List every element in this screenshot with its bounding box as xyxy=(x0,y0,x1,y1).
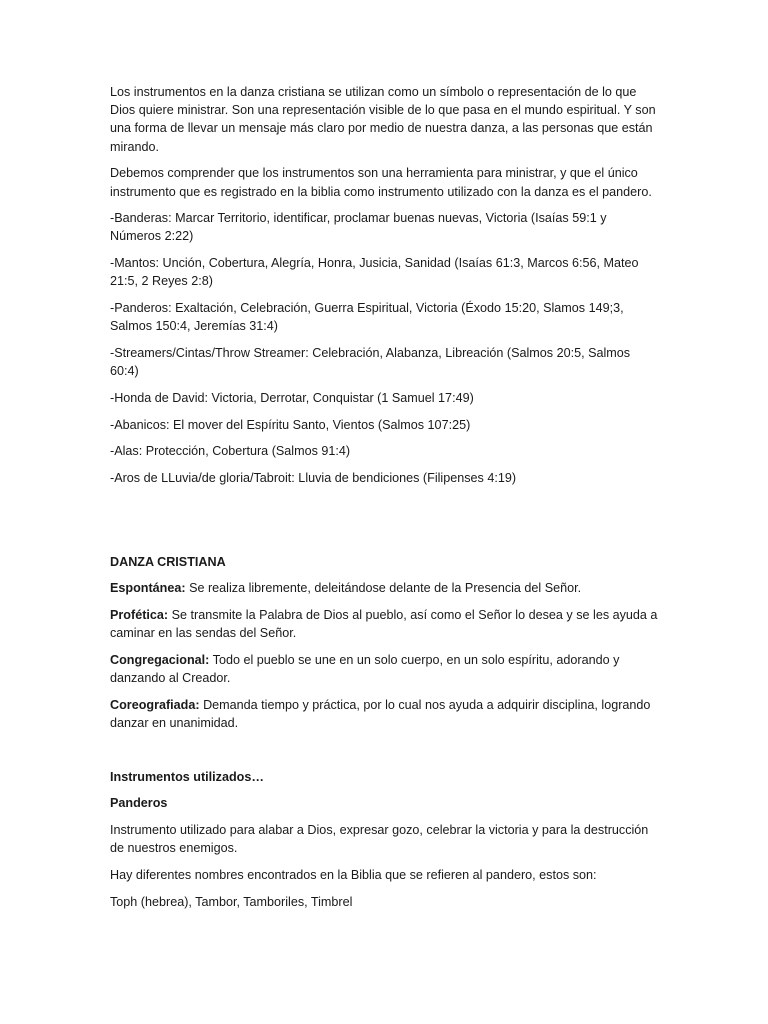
document-page xyxy=(110,83,660,920)
instrument-list-item: -Alas: Protección, Cobertura (Salmos 91:4) xyxy=(110,444,351,459)
dance-type-term: Congregacional: xyxy=(110,652,210,667)
dance-type-term: Profética: xyxy=(110,608,169,623)
dance-type-paragraph xyxy=(110,579,660,597)
blank-space xyxy=(110,496,660,553)
dance-type-paragraph xyxy=(110,606,660,642)
dance-type-paragraph xyxy=(110,651,660,687)
section-heading-danza: DANZA CRISTIANA xyxy=(110,554,226,569)
dance-type-term: Coreografiada: xyxy=(110,697,200,712)
dance-type-paragraph xyxy=(110,696,660,732)
intro-paragraph: Debemos comprender que los instrumentos son una herramienta para ministrar, y que el único instrumento que es registrado en la biblia como instrumento utilizado con la danza es el pandero. xyxy=(110,166,652,199)
instrument-list-item: -Panderos: Exaltación, Celebración, Guerra Espiritual, Victoria (Éxodo 15:20, Slamos 149;3, Salmos 150:4, Jeremías 31:4) xyxy=(110,301,624,334)
instrument-list-item: -Banderas: Marcar Territorio, identificar, proclamar buenas nuevas, Victoria (Isaías 59:1 y Números 2:22) xyxy=(110,211,607,244)
instrument-list-item: -Mantos: Unción, Cobertura, Alegría, Honra, Jusicia, Sanidad (Isaías 61:3, Marcos 6:56, Mateo 21:5, 2 Reyes 2:8) xyxy=(110,256,639,289)
section-heading-instrumentos: Instrumentos utilizados… xyxy=(110,769,264,784)
panderos-paragraph: Instrumento utilizado para alabar a Dios, expresar gozo, celebrar la victoria y para la destrucción de nuestros enemigos. xyxy=(110,823,649,856)
intro-paragraph: Los instrumentos en la danza cristiana se utilizan como un símbolo o representación de lo que Dios quiere ministrar. Son una representación visible de lo que pasa en el mundo espiritual. Y son una forma de llevar un mensaje más claro por medio de nuestra danza, a las personas que están mirando. xyxy=(110,85,656,154)
instrument-list-item: -Abanicos: El mover del Espíritu Santo, Vientos (Salmos 107:25) xyxy=(110,417,471,432)
dance-type-term: Espontánea: xyxy=(110,581,186,596)
dance-type-text: Todo el pueblo se une en un solo cuerpo, en un solo espíritu, adorando y danzando al Creador. xyxy=(110,652,620,686)
dance-type-text: Demanda tiempo y práctica, por lo cual nos ayuda a adquirir disciplina, logrando danzar en unanimidad. xyxy=(110,697,651,731)
instrument-list-item: -Aros de LLuvia/de gloria/Tabroit: Lluvia de bendiciones (Filipenses 4:19) xyxy=(110,470,517,485)
instrument-list-item: -Honda de David: Victoria, Derrotar, Conquistar (1 Samuel 17:49) xyxy=(110,390,474,405)
blank-space xyxy=(110,741,660,768)
subheading-panderos: Panderos xyxy=(110,796,168,811)
instrument-list-item: -Streamers/Cintas/Throw Streamer: Celebración, Alabanza, Libreación (Salmos 20:5, Salmos 60:4) xyxy=(110,345,631,379)
panderos-paragraph: Toph (hebrea), Tambor, Tamboriles, Timbrel xyxy=(110,894,353,909)
panderos-paragraph: Hay diferentes nombres encontrados en la Biblia que se refieren al pandero, estos son: xyxy=(110,868,597,883)
dance-type-text: Se transmite la Palabra de Dios al pueblo, así como el Señor lo desea y se les ayuda a caminar en las sendas del Señor. xyxy=(110,608,658,641)
dance-type-text: Se realiza libremente, deleitándose delante de la Presencia del Señor. xyxy=(185,581,582,596)
